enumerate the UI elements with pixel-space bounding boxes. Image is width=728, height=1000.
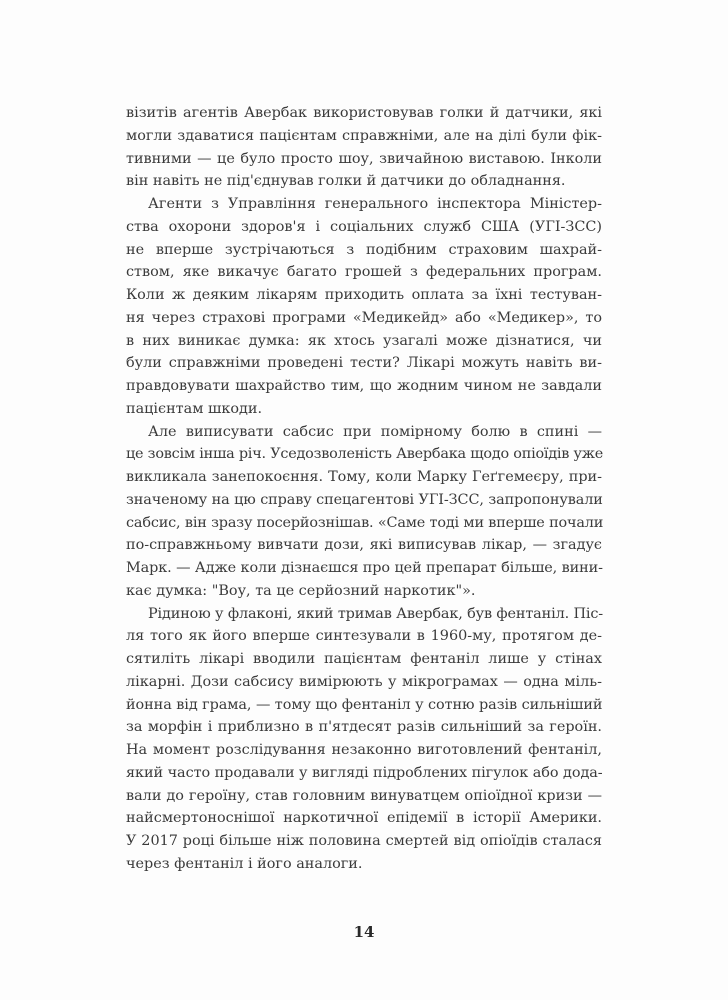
text-line: Агенти з Управління генерального інспектора Міністер- — [148, 196, 602, 212]
text-line: правдовувати шахрайство тим, що жодним чином не завдали — [126, 378, 602, 394]
text-line: ства охорони здоров'я і соціальних служб США (УГІ-ЗСС) — [126, 218, 602, 235]
text-line: в них виникає думка: як хтось узагалі може дізнатися, чи — [126, 332, 602, 349]
text-line: тивними — це було просто шоу, звичайною виставою. Інколи — [126, 150, 602, 167]
paragraph — [126, 193, 602, 421]
text-line: Марк. — Адже коли дізнаєшся про цей препарат більше, вини- — [126, 560, 603, 576]
text-line: візитів агентів Авербак використовував голки й датчики, які — [126, 105, 602, 121]
text-line: Але виписувати сабсис при помірному болю в спині — — [148, 423, 602, 440]
paragraph — [126, 603, 602, 876]
page-number: 14 — [353, 923, 375, 941]
text-line: На момент розслідування незаконно виготовлений фентаніл, — [126, 742, 602, 758]
text-line: сятиліть лікарі вводили пацієнтам фентаніл лише у стінах — [126, 651, 602, 667]
text-line: через фентаніл і його аналоги. — [126, 855, 363, 872]
text-line: У 2017 році більше ніж половина смертей від опіоїдів сталася — [126, 833, 602, 849]
text-line: сабсис, він зразу посерйознішав. «Саме тоді ми вперше почали — [126, 514, 604, 531]
text-line: ня через страхові програми «Медикейд» або «Медикер», то — [126, 309, 602, 326]
text-line: були справжніми проведені тести? Лікарі можуть навіть ви- — [126, 355, 602, 372]
text-line: лікарні. Дози сабсису вимірюють у мікрограмах — одна міль- — [126, 673, 602, 690]
body-text — [126, 102, 602, 876]
text-line: йонна від грама, — тому що фентаніл у сотню разів сильніший — [126, 696, 603, 713]
text-line: Рідиною у флаконі, який тримав Авербак, був фентаніл. Піс- — [148, 605, 604, 622]
text-line: це зовсім інша річ. Уседозволеність Авербака щодо опіоїдів уже — [126, 446, 604, 463]
text-line: пацієнтам шкоди. — [126, 400, 263, 417]
text-line: не вперше зустрічаються з подібним страховим шахрай- — [126, 241, 602, 258]
text-line: ством, яке викачує багато грошей з федеральних програм. — [126, 264, 602, 281]
paragraph — [126, 421, 602, 603]
text-line: вали до героїну, став головним винуватцем опіоїдної кризи — — [126, 787, 602, 804]
text-line: за морфін і приблизно в п'ятдесят разів сильніший за героїн. — [126, 719, 602, 736]
text-line: по-справжньому вивчати дози, які виписував лікар, — згадує — [126, 537, 602, 554]
text-line: ля того як його вперше синтезували в 1960-му, протягом де- — [126, 628, 602, 645]
text-line: кає думка: "Воу, та це серйозний наркотик"». — [126, 582, 476, 599]
paragraph — [126, 102, 602, 193]
text-line: найсмертоноснішої наркотичної епідемії в історії Америки. — [126, 810, 602, 827]
text-line: він навіть не під'єднував голки й датчики до обладнання. — [126, 173, 566, 190]
text-line: значеному на цю справу спецагентові УГІ-ЗСС, запропонували — [126, 491, 603, 508]
text-line: викликала занепокоєння. Тому, коли Марку Геґгемеєру, при- — [126, 469, 602, 485]
text-line: Коли ж деяким лікарям приходить оплата за їхні тестуван- — [126, 287, 602, 303]
text-line: могли здаватися пацієнтам справжніми, але на ділі були фік- — [126, 127, 602, 144]
text-line: який часто продавали у вигляді підроблених пігулок або дода- — [126, 764, 603, 781]
